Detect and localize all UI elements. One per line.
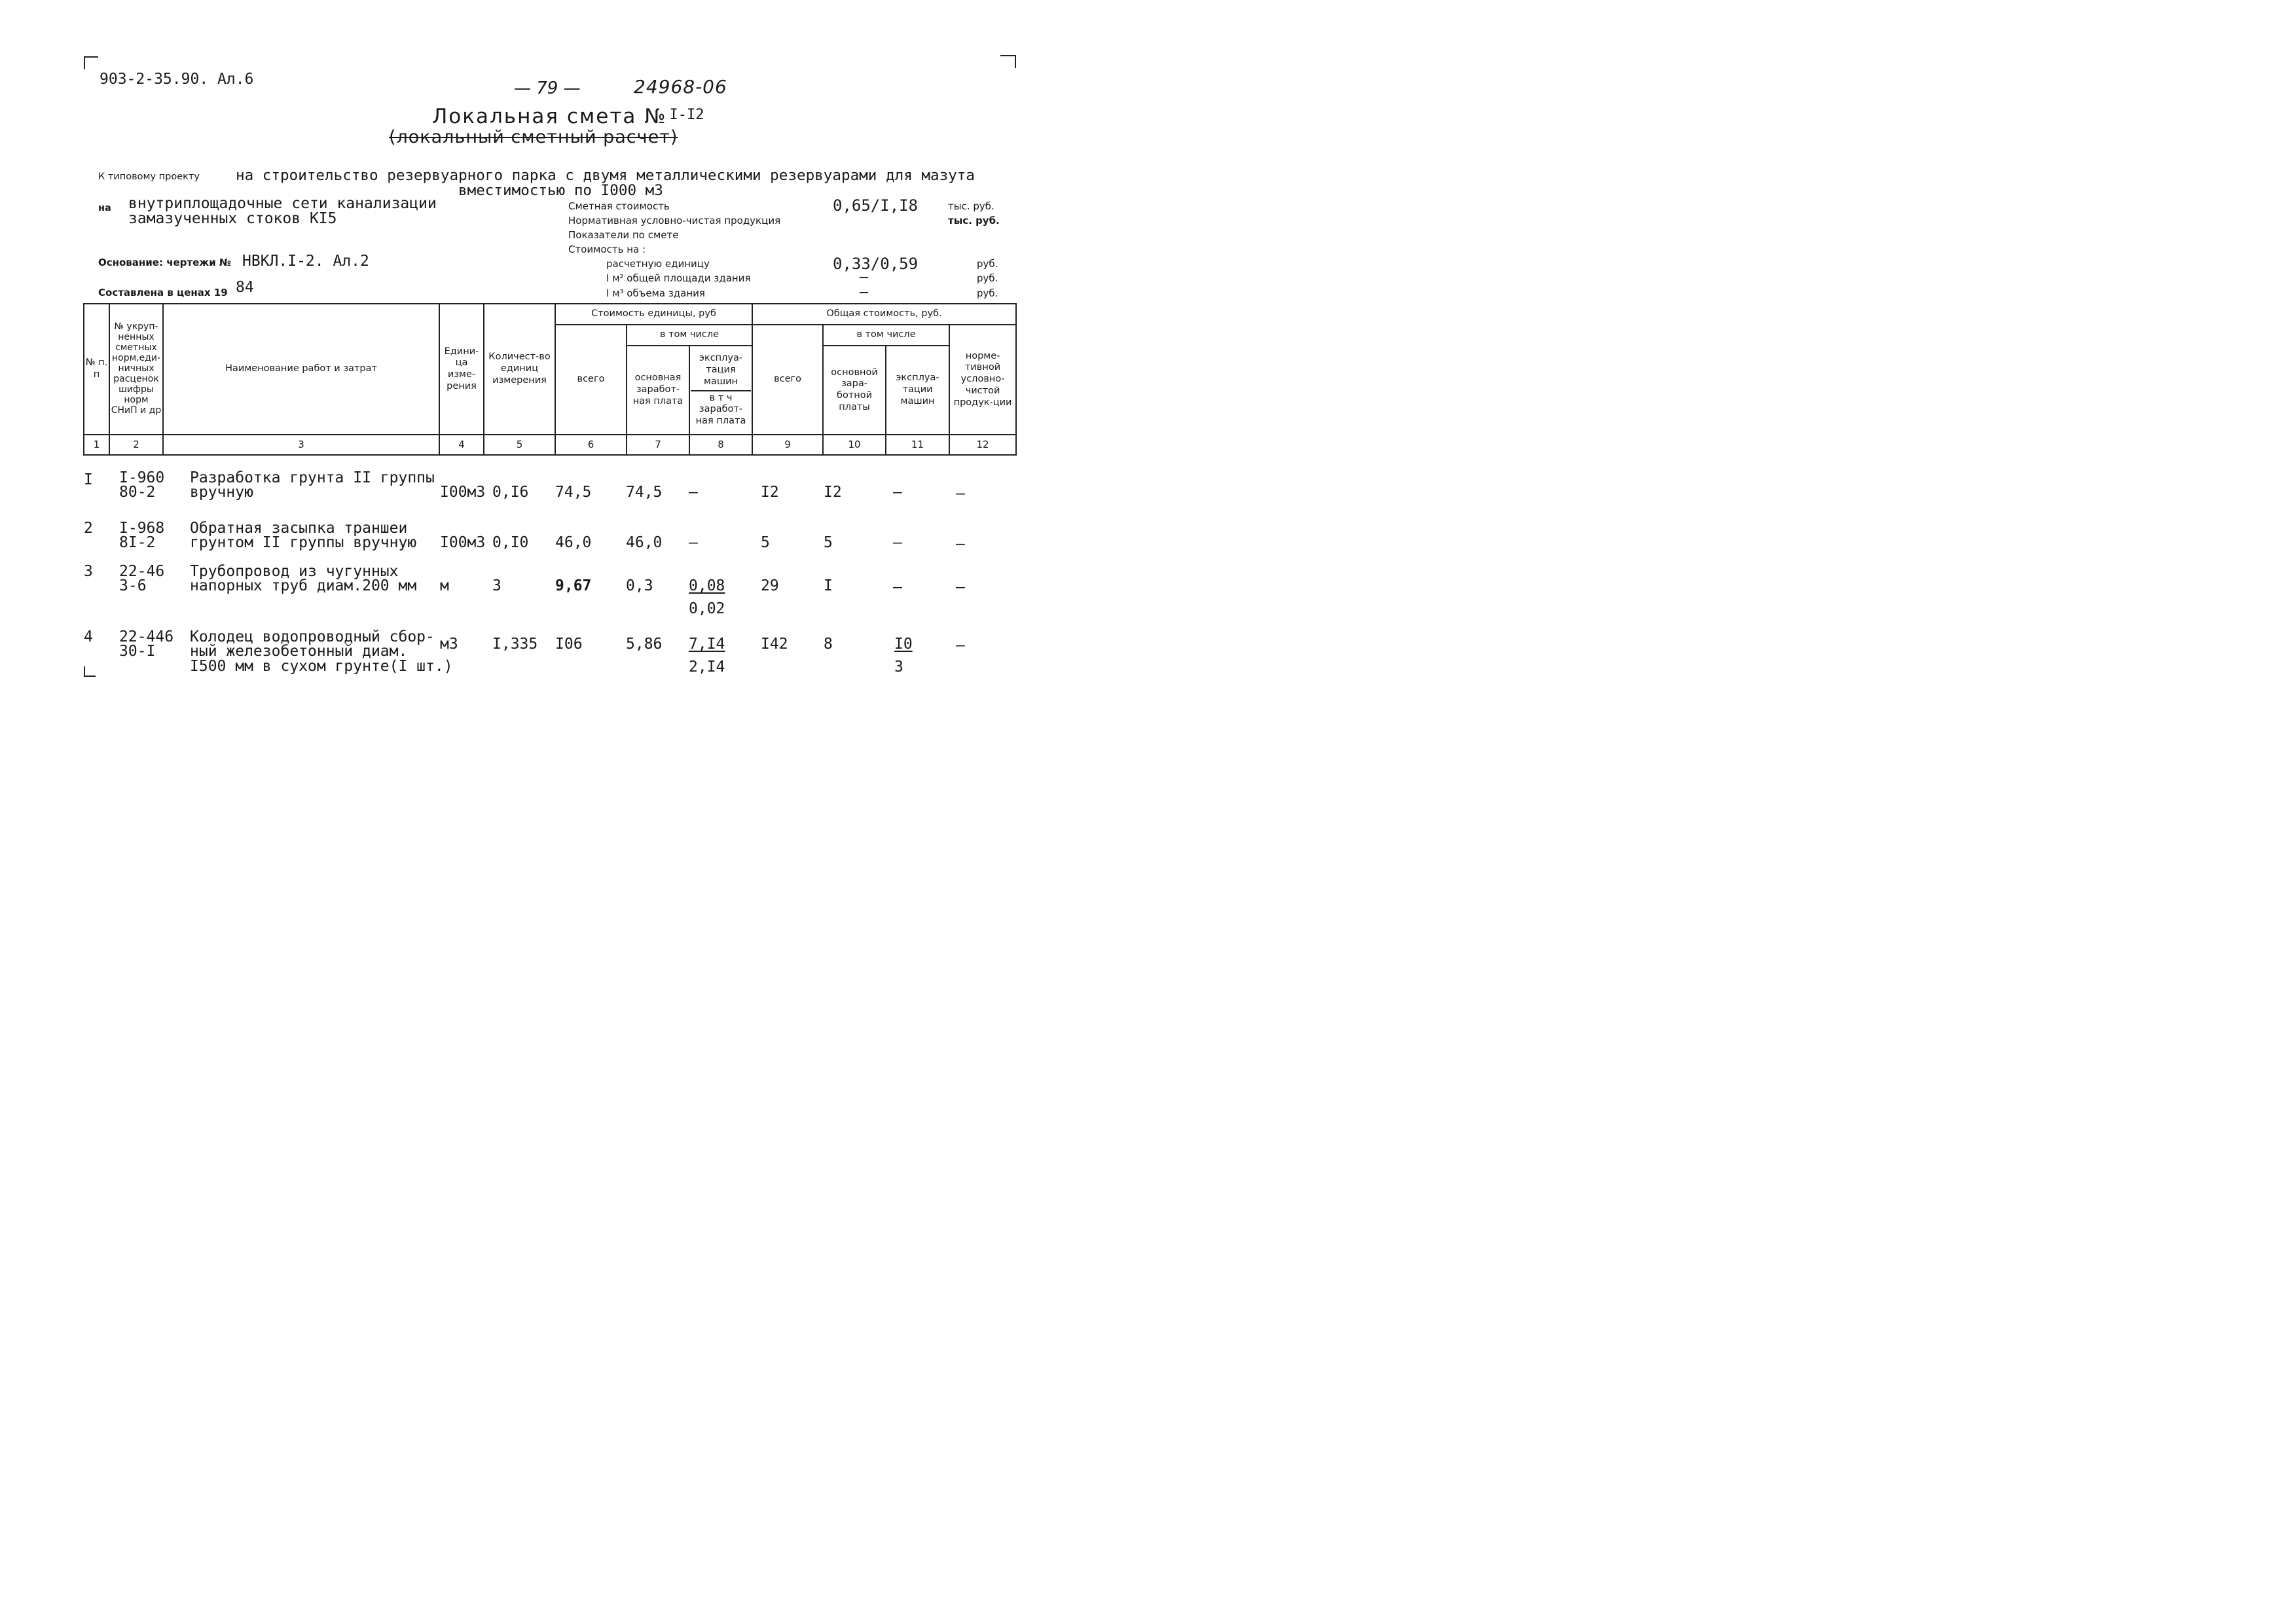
column-number: 6 xyxy=(555,435,627,455)
column-number: 7 xyxy=(627,435,689,455)
column-number: 9 xyxy=(752,435,823,455)
column-number: 3 xyxy=(163,435,439,455)
row-code-line2: 3-6 xyxy=(119,577,147,594)
column-number: 1 xyxy=(84,435,109,455)
row-normative: – xyxy=(956,535,965,552)
header-col-quantity: Количест-во единиц измерения xyxy=(484,304,555,435)
per-area-unit: руб. xyxy=(977,272,998,284)
row-name-line3: I500 мм в сухом грунте(I шт.) xyxy=(190,658,453,675)
column-number: 10 xyxy=(823,435,886,455)
column-number: 5 xyxy=(484,435,555,455)
prices-label: Составлена в ценах 19 xyxy=(98,287,228,298)
project-text-line1: на строительство резервуарного парка с двумя металлическими резервуарами для мазута xyxy=(236,167,975,184)
estimate-title xyxy=(432,105,704,128)
row-name-line2: напорных труб диам.200 мм xyxy=(190,577,417,594)
estimated-cost-value: 0,65/I,I8 xyxy=(833,196,919,215)
column-number: 4 xyxy=(439,435,484,455)
column-number: 2 xyxy=(109,435,163,455)
per-volume-unit: руб. xyxy=(977,287,998,299)
header-machines-wage-label: в т ч заработ-ная плата xyxy=(691,390,751,427)
header-col-sum-machines: эксплуа-тации машин xyxy=(886,346,949,435)
header-col-code: № укруп-ненных сметных норм,еди-ничных расценок шифры норм СНиП и др xyxy=(109,304,163,435)
row-code-line1: 22-446 xyxy=(119,628,174,645)
row-unit-wage: 46,0 xyxy=(626,534,663,551)
row-code-line2: 30-I xyxy=(119,643,156,660)
row-quantity: I,335 xyxy=(492,636,538,653)
row-name-line1: Трубопровод из чугунных xyxy=(190,563,399,580)
row-sum-total: 5 xyxy=(761,534,770,551)
row-unit-machines: – xyxy=(689,534,698,551)
row-quantity: 0,I6 xyxy=(492,484,529,501)
row-number: 3 xyxy=(84,563,93,580)
corner-mark-bottom-left xyxy=(84,666,96,677)
object-label: на xyxy=(98,203,111,213)
per-area-label: I м² общей площади здания xyxy=(606,272,751,284)
header-col-number: № п. п xyxy=(84,304,109,435)
per-unit-unit: руб. xyxy=(977,258,998,270)
row-sum-machines: – xyxy=(893,534,902,551)
row-sum-machines: I0 xyxy=(894,636,913,653)
row-number: I xyxy=(84,471,93,488)
corner-mark-top-right xyxy=(1000,55,1016,68)
row-sum-total: I42 xyxy=(761,636,788,653)
row-name-line1: Обратная засыпка траншеи xyxy=(190,520,408,537)
per-volume-value: — xyxy=(859,286,869,298)
row-code-line1: I-960 xyxy=(119,469,165,486)
row-unit-machines-wage: 0,02 xyxy=(689,600,725,617)
row-sum-total: I2 xyxy=(761,484,779,501)
header-col-unit-total: всего xyxy=(555,325,627,435)
row-sum-wage: I xyxy=(824,577,833,594)
header-total-cost-group: Общая стоимость, руб. xyxy=(752,304,1016,325)
basis-value: НВКЛ.I-2. Ал.2 xyxy=(242,253,369,270)
row-name-line2: вручную xyxy=(190,484,253,501)
project-label: К типовому проекту xyxy=(98,171,200,182)
row-code-line1: I-968 xyxy=(119,520,165,537)
object-line2: замазученных стоков KI5 xyxy=(128,210,337,227)
per-area-value: — xyxy=(859,271,869,283)
header-col-sum-total: всего xyxy=(752,325,823,435)
header-unit-cost-group: Стоимость единицы, руб xyxy=(555,304,752,325)
row-unit-machines: – xyxy=(689,484,698,501)
column-number: 12 xyxy=(949,435,1016,455)
row-unit-machines: 7,I4 xyxy=(689,636,725,653)
estimated-cost-label: Сметная стоимость xyxy=(568,200,670,212)
header-col-unit-wage: основная заработ-ная плата xyxy=(627,346,689,435)
per-unit-value: 0,33/0,59 xyxy=(833,255,919,273)
header-col-unit: Едини-ца изме-рения xyxy=(439,304,484,435)
estimate-table-header xyxy=(83,303,1017,456)
column-number: 8 xyxy=(689,435,752,455)
header-including-unit: в том числе xyxy=(627,325,752,346)
header-col-sum-wage: основной зара-ботной платы xyxy=(823,346,886,435)
row-sum-machines: – xyxy=(893,484,902,501)
header-including-total: в том числе xyxy=(823,325,949,346)
row-unit-total: 46,0 xyxy=(555,534,592,551)
row-unit-wage: 5,86 xyxy=(626,636,663,653)
corner-mark-top-left xyxy=(84,56,98,69)
prices-year: 84 xyxy=(236,279,254,296)
estimate-title-number: I-I2 xyxy=(669,107,704,123)
row-sum-wage: 8 xyxy=(824,636,833,653)
estimated-cost-unit: тыс. руб. xyxy=(948,200,994,212)
row-sum-total: 29 xyxy=(761,577,779,594)
row-code-line2: 80-2 xyxy=(119,484,156,501)
header-machines-label: эксплуа-тация машин xyxy=(699,353,743,387)
row-unit-total: 9,67 xyxy=(555,577,592,594)
row-sum-wage: 5 xyxy=(824,534,833,551)
cost-per-label: Стоимость на : xyxy=(568,244,646,255)
per-volume-label: I м³ объема здания xyxy=(606,287,705,299)
row-sum-machines: – xyxy=(893,579,902,596)
row-name-line2: грунтом II группы вручную xyxy=(190,534,417,551)
struck-subtitle: (локальный сметный расчет) xyxy=(389,127,678,147)
row-unit-wage: 0,3 xyxy=(626,577,653,594)
row-unit-total: 74,5 xyxy=(555,484,592,501)
basis-label: Основание: чертежи № xyxy=(98,257,231,268)
row-name-line1: Разработка грунта II группы xyxy=(190,469,435,486)
indicators-label: Показатели по смете xyxy=(568,229,679,241)
per-unit-label: расчетную единицу xyxy=(606,258,710,270)
page-number: — 79 — xyxy=(514,79,581,98)
row-unit-machines: 0,08 xyxy=(689,577,725,594)
row-name-line2: ный железобетонный диам. xyxy=(190,643,408,660)
normative-unit: тыс. руб. xyxy=(948,215,1000,226)
row-unit: I00м3 xyxy=(440,484,486,501)
row-quantity: 3 xyxy=(492,577,501,594)
row-sum-machines-wage: 3 xyxy=(894,659,903,676)
row-code-line2: 8I-2 xyxy=(119,534,156,551)
row-number: 2 xyxy=(84,520,93,537)
project-text-line2: вместимостью по I000 м3 xyxy=(458,182,663,199)
header-col-normative: норме-тивной условно-чистой продук-ции xyxy=(949,325,1016,435)
row-code-line1: 22-46 xyxy=(119,563,165,580)
header-col-name: Наименование работ и затрат xyxy=(163,304,439,435)
row-number: 4 xyxy=(84,628,93,645)
row-normative: – xyxy=(956,637,965,654)
estimate-title-label: Локальная смета № xyxy=(432,105,667,128)
document-code: 903-2-35.90. Ал.6 xyxy=(100,71,254,88)
row-normative: – xyxy=(956,485,965,502)
inventory-number: 24968-06 xyxy=(634,76,727,98)
row-unit: м xyxy=(440,577,449,594)
header-col-unit-machines xyxy=(689,346,752,435)
row-unit-total: I06 xyxy=(555,636,583,653)
row-unit: м3 xyxy=(440,636,458,653)
row-name-line1: Колодец водопроводный сбор- xyxy=(190,628,435,645)
row-unit-wage: 74,5 xyxy=(626,484,663,501)
row-unit-machines-wage: 2,I4 xyxy=(689,659,725,676)
object-line1: внутриплощадочные сети канализации xyxy=(128,195,437,212)
normative-label: Нормативная условно-чистая продукция xyxy=(568,215,781,226)
row-quantity: 0,I0 xyxy=(492,534,529,551)
column-number: 11 xyxy=(886,435,949,455)
row-normative: – xyxy=(956,579,965,596)
row-unit: I00м3 xyxy=(440,534,486,551)
row-sum-wage: I2 xyxy=(824,484,842,501)
